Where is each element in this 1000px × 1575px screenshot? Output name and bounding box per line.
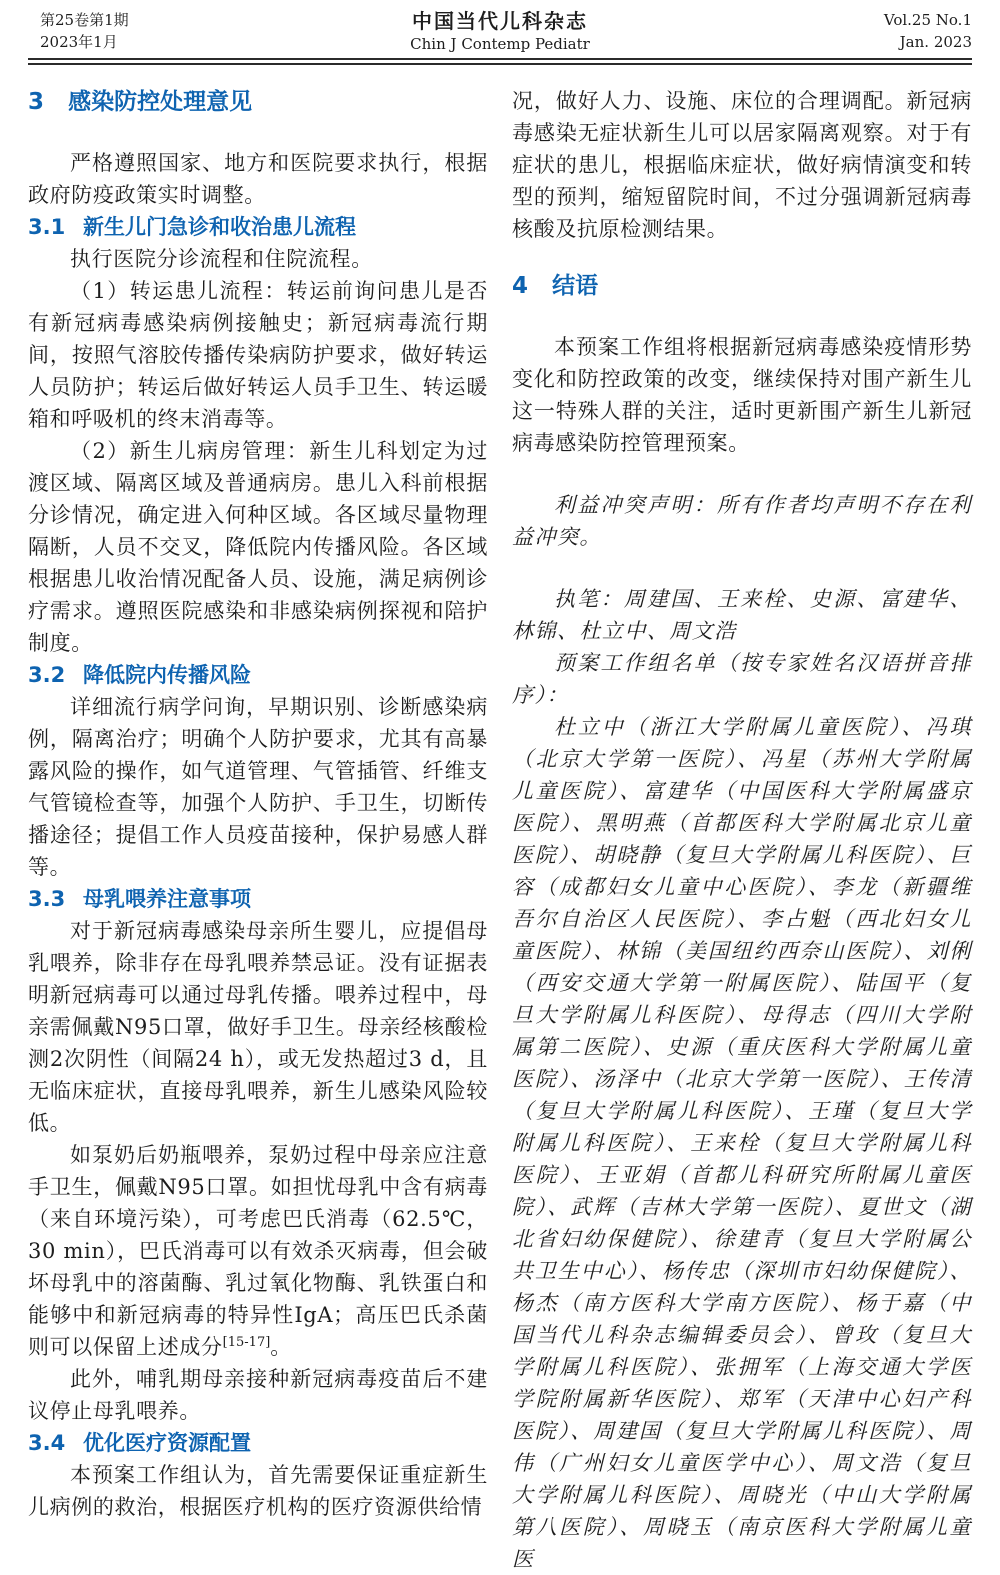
heading-title: 结语: [552, 273, 599, 299]
vertical-spacer: [512, 459, 972, 489]
journal-page: [28, 0, 972, 1575]
section-heading: [512, 271, 972, 301]
paragraph-text: 如泵奶后奶瓶喂养，泵奶过程中母亲应注意手卫生，佩戴N95口罩。如担忧母乳中含有病毒（来自环境污染），可考虑巴氏消毒（62.5℃，30 min），巴氏消毒可以有效杀灭病毒，但会破坏母乳中的溶菌酶、乳过氧化物酶、乳铁蛋白和能够中和新冠病毒的特异性IgA；高压巴氏杀菌则可以保留上述成分: [28, 1143, 488, 1359]
paragraph: 本预案工作组认为，首先需要保证重症新生儿病例的救治，根据医疗机构的医疗资源供给情: [28, 1463, 488, 1519]
heading-number: 3.4: [28, 1431, 66, 1455]
heading-number: 4: [512, 273, 529, 299]
reference-superscript: [15-17]: [222, 1335, 271, 1350]
vertical-spacer: [512, 553, 972, 583]
kai-paragraph: 利益冲突声明：所有作者均声明不存在利益冲突。: [512, 493, 972, 549]
header-center: [228, 9, 772, 55]
paragraph: 对于新冠病毒感染母亲所生婴儿，应提倡母乳喂养，除非存在母乳喂养禁忌证。没有证据表明新冠病毒可以通过母乳传播。喂养过程中，母亲需佩戴N95口罩，做好手卫生。母亲经核酸检测2次阴性（间隔24 h），或无发热超过3 d，且无临床症状，直接母乳喂养，新生儿感染风险较低。: [28, 919, 488, 1135]
publish-date-cn: 2023年1月: [40, 33, 118, 51]
kai-paragraph: 执笔：周建国、王来栓、史源、富建华、林锦、杜立中、周文浩: [512, 587, 972, 643]
paragraph-text: 。: [270, 1335, 292, 1359]
header-right: [772, 9, 972, 53]
section-heading: [28, 87, 488, 117]
subsection-heading: [28, 659, 488, 691]
paragraph: 详细流行病学问询，早期识别、诊断感染病例，隔离治疗；明确个人防护要求，尤其有高暴露风险的操作，如气道管理、气管插管、纤维支气管镜检查等，加强个人防护、手卫生，切断传播途径；提倡工作人员疫苗接种，保护易感人群等。: [28, 695, 488, 879]
heading-title: 感染防控处理意见: [68, 89, 253, 115]
page-header: [28, 0, 972, 55]
subsection-heading: [28, 883, 488, 915]
heading-title: 优化医疗资源配置: [83, 1431, 252, 1455]
heading-number: 3: [28, 89, 45, 115]
kai-paragraph: 预案工作组名单（按专家姓名汉语拼音排序）：: [512, 651, 972, 707]
paragraph: 况，做好人力、设施、床位的合理调配。新冠病毒感染无症状新生儿可以居家隔离观察。对于有症状的患儿，根据临床症状，做好病情演变和转型的预判，缩短留院时间，不过分强调新冠病毒核酸及抗原检测结果。: [512, 89, 972, 241]
paragraph: [28, 1139, 488, 1363]
heading-title: 母乳喂养注意事项: [83, 887, 252, 911]
paragraph: 本预案工作组将根据新冠病毒感染疫情形势变化和防控政策的改变，继续保持对围产新生儿这一特殊人群的关注，适时更新围产新生儿新冠病毒感染防控管理预案。: [512, 335, 972, 455]
heading-number: 3.1: [28, 215, 66, 239]
subsection-heading: [28, 1427, 488, 1459]
article-body: [28, 65, 972, 1575]
journal-title-cn: 中国当代儿科杂志: [412, 9, 588, 33]
paragraph: （2）新生儿病房管理：新生儿科划定为过渡区域、隔离区域及普通病房。患儿入科前根据分诊情况，确定进入何种区域。各区域尽量物理隔断，人员不交叉，降低院内传播风险。各区域根据患儿收治情况配备人员、设施，满足病例诊疗需求。遵照医院感染和非感染病例探视和陪护制度。: [28, 439, 488, 655]
paragraph: 严格遵照国家、地方和医院要求执行，根据政府防疫政策实时调整。: [28, 151, 488, 207]
header-divider-rule: [28, 58, 972, 65]
paragraph: （1）转运患儿流程：转运前询问患儿是否有新冠病毒感染病例接触史；新冠病毒流行期间，按照气溶胶传播传染病防护要求，做好转运人员防护；转运后做好转运人员手卫生、转运暖箱和呼吸机的终末消毒等。: [28, 279, 488, 431]
right-column: [512, 85, 972, 1575]
subsection-heading: [28, 211, 488, 243]
header-left: [28, 9, 228, 53]
paragraph: 此外，哺乳期母亲接种新冠病毒疫苗后不建议停止母乳喂养。: [28, 1367, 488, 1423]
heading-number: 3.3: [28, 887, 66, 911]
volume-issue-cn: 第25卷第1期: [40, 11, 129, 29]
heading-title: 新生儿门急诊和收治患儿流程: [83, 215, 357, 239]
heading-number: 3.2: [28, 663, 66, 687]
left-column: [28, 85, 488, 1575]
kai-paragraph: 杜立中（浙江大学附属儿童医院）、冯琪（北京大学第一医院）、冯星（苏州大学附属儿童医院）、富建华（中国医科大学附属盛京医院）、黑明燕（首都医科大学附属北京儿童医院）、胡晓静（复旦大学附属儿科医院）、巨容（成都妇女儿童中心医院）、李龙（新疆维吾尔自治区人民医院）、李占魁（西北妇女儿童医院）、林锦（美国纽约西奈山医院）、刘俐（西安交通大学第一附属医院）、陆国平（复旦大学附属儿科医院）、母得志（四川大学附属第二医院）、史源（重庆医科大学附属儿童医院）、汤泽中（北京大学第一医院）、王传清（复旦大学附属儿科医院）、王瑾（复旦大学附属儿科医院）、王来栓（复旦大学附属儿科医院）、王亚娟（首都儿科研究所附属儿童医院）、武辉（吉林大学第一医院）、夏世文（湖北省妇幼保健院）、徐建青（复旦大学附属公共卫生中心）、杨传忠（深圳市妇幼保健院）、杨杰（南方医科大学南方医院）、杨于嘉（中国当代儿科杂志编辑委员会）、曾玫（复旦大学附属儿科医院）、张拥军（上海交通大学医学院附属新华医院）、郑军（天津中心妇产科医院）、周建国（复旦大学附属儿科医院）、周伟（广州妇女儿童医学中心）、周文浩（复旦大学附属儿科医院）、周晓光（中山大学附属第八医院）、周晓玉（南京医科大学附属儿童医: [512, 715, 972, 1571]
volume-issue-en: Vol.25 No.1: [883, 11, 972, 29]
publish-date-en: Jan. 2023: [899, 33, 972, 51]
journal-title-en: Chin J Contemp Pediatr: [410, 35, 590, 53]
heading-title: 降低院内传播风险: [83, 663, 252, 687]
paragraph: 执行医院分诊流程和住院流程。: [70, 247, 373, 271]
